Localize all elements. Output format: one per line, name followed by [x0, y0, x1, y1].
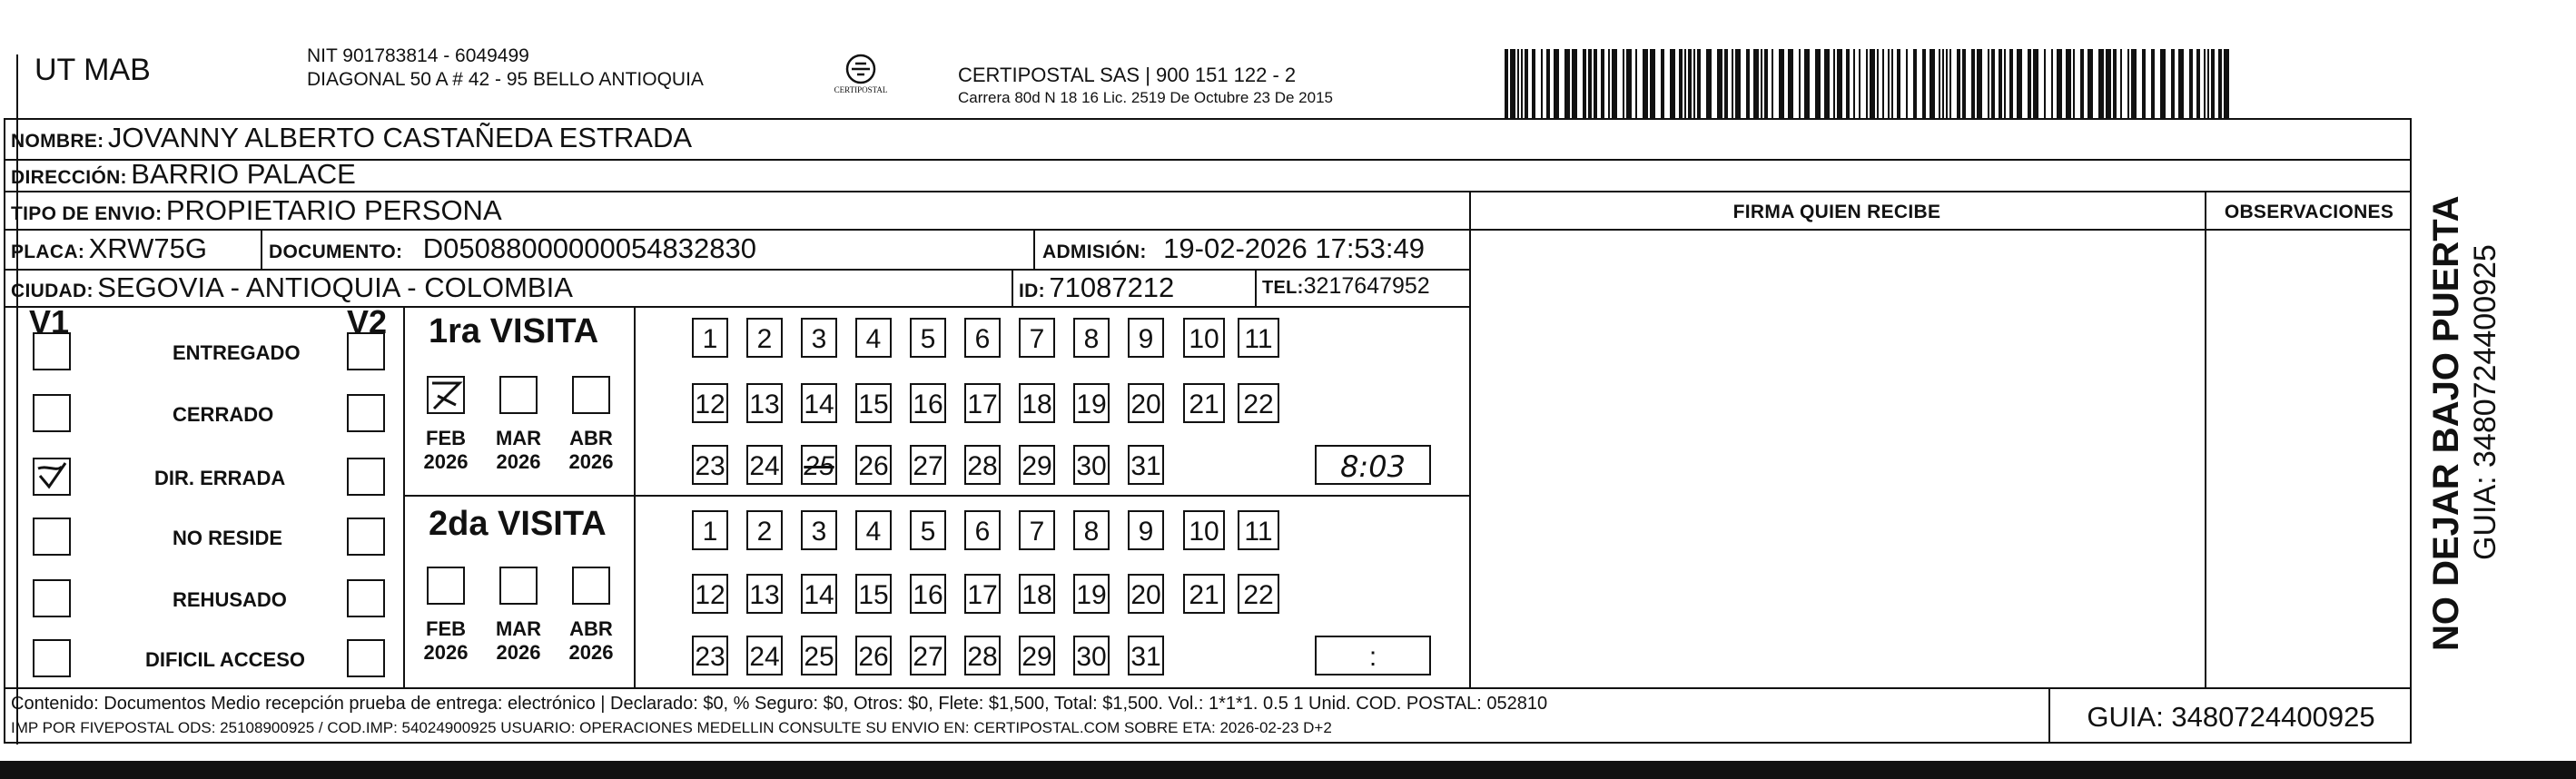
day-box[interactable]: [1073, 318, 1110, 358]
month-checkbox[interactable]: [572, 567, 610, 605]
plate-value: XRW75G: [88, 232, 207, 264]
city-label: CIUDAD:: [11, 281, 94, 301]
day-number: 12: [695, 580, 725, 610]
guia-box: GUIA: 3480724400925: [2087, 701, 2375, 733]
v1-checkbox[interactable]: [33, 394, 71, 432]
day-box[interactable]: [1019, 445, 1055, 485]
day-number: 7: [1029, 324, 1045, 354]
day-box[interactable]: [910, 574, 946, 614]
status-label: DIR. ERRADA: [154, 467, 286, 489]
day-number: 20: [1130, 390, 1161, 419]
day-box[interactable]: [1128, 318, 1164, 358]
v1-label: V1: [29, 303, 70, 340]
address-line: DIAGONAL 50 A # 42 - 95 BELLO ANTIOQUIA: [307, 69, 704, 90]
day-number: 17: [967, 390, 998, 419]
day-box[interactable]: [855, 445, 892, 485]
nit-line: NIT 901783814 - 6049499: [307, 45, 529, 66]
day-number: 3: [811, 517, 827, 547]
day-number: 29: [1022, 451, 1052, 481]
v1-checkbox[interactable]: [33, 639, 71, 677]
day-box[interactable]: [910, 383, 946, 423]
name-label: NOMBRE:: [11, 131, 104, 152]
v2-checkbox[interactable]: [347, 394, 385, 432]
day-number: 13: [749, 580, 780, 610]
day-number: 1: [702, 324, 718, 354]
id-label: ID:: [1019, 281, 1045, 301]
month-year: 2026: [568, 641, 614, 664]
day-number: 15: [858, 390, 889, 419]
tel-cell: [1262, 273, 1430, 300]
v2-checkbox[interactable]: [347, 332, 385, 370]
day-number: 31: [1130, 451, 1161, 481]
v2-label: V2: [347, 303, 388, 340]
day-box[interactable]: [746, 318, 783, 358]
month-label: FEB: [426, 427, 466, 449]
day-box[interactable]: [1238, 318, 1279, 358]
day-box[interactable]: [855, 318, 892, 358]
day-number: 26: [858, 451, 889, 481]
day-box[interactable]: [855, 510, 892, 550]
document-label: DOCUMENTO:: [269, 242, 403, 262]
day-number: 17: [967, 580, 998, 610]
day-number: 1: [702, 517, 718, 547]
day-box[interactable]: [1238, 383, 1279, 423]
day-box[interactable]: [692, 574, 728, 614]
day-number: 31: [1130, 642, 1161, 672]
month-label: ABR: [569, 427, 613, 449]
day-number: 11: [1244, 517, 1273, 547]
day-number: 16: [913, 580, 943, 610]
day-box[interactable]: [910, 318, 946, 358]
day-box[interactable]: [1183, 383, 1225, 423]
day-number: 15: [858, 580, 889, 610]
day-box[interactable]: [1019, 318, 1055, 358]
time-box[interactable]: [1315, 636, 1431, 675]
document-cell: [269, 232, 756, 265]
v2-checkbox[interactable]: [347, 579, 385, 617]
status-label: ENTREGADO: [173, 341, 301, 364]
day-box[interactable]: [801, 445, 837, 485]
day-box[interactable]: [1128, 574, 1164, 614]
day-box[interactable]: [964, 318, 1001, 358]
day-box[interactable]: [910, 510, 946, 550]
month-year: 2026: [423, 450, 469, 473]
month-checkbox[interactable]: [427, 376, 465, 414]
day-box[interactable]: [746, 636, 783, 675]
address-label: DIRECCIÓN:: [11, 167, 127, 188]
day-number: 23: [695, 451, 725, 481]
day-box[interactable]: [1073, 636, 1110, 675]
type-label: TIPO DE ENVIO:: [11, 203, 163, 224]
day-number: 5: [920, 324, 936, 354]
day-number: 28: [967, 451, 998, 481]
v2-checkbox[interactable]: [347, 639, 385, 677]
day-number: 11: [1244, 324, 1273, 354]
company-code: UT MAB: [35, 53, 151, 87]
check-mark-icon: [35, 459, 69, 494]
month-year: 2026: [568, 450, 614, 473]
time-value: 8:03: [1340, 449, 1406, 484]
first-visit-label: 1ra VISITA: [429, 312, 599, 350]
day-number: 8: [1083, 517, 1100, 547]
day-number: 19: [1076, 390, 1107, 419]
day-number: 5: [920, 517, 936, 547]
v2-checkbox[interactable]: [347, 518, 385, 556]
day-box[interactable]: [1183, 574, 1225, 614]
barcode: [1503, 49, 2229, 118]
day-box[interactable]: [1128, 510, 1164, 550]
day-number: 2: [756, 324, 773, 354]
day-number: 29: [1022, 642, 1052, 672]
day-number: 3: [811, 324, 827, 354]
plate-cell: [11, 232, 207, 265]
observaciones-label: OBSERVACIONES: [2224, 202, 2394, 222]
tel-value: 3217647952: [1303, 273, 1430, 299]
day-box[interactable]: [692, 510, 728, 550]
day-box[interactable]: [964, 510, 1001, 550]
day-number: 21: [1189, 580, 1219, 610]
day-box[interactable]: [1073, 383, 1110, 423]
day-box[interactable]: [746, 510, 783, 550]
day-number: 2: [756, 517, 773, 547]
day-number: 9: [1138, 324, 1154, 354]
admission-cell: [1042, 232, 1425, 265]
certipostal-logo-icon: [834, 49, 888, 104]
day-box[interactable]: [801, 383, 837, 423]
status-label: REHUSADO: [173, 588, 287, 611]
recipient-name: JOVANNY ALBERTO CASTAÑEDA ESTRADA: [107, 122, 693, 153]
day-box[interactable]: [1183, 510, 1225, 550]
day-number: 24: [749, 451, 780, 481]
day-number: 18: [1022, 390, 1052, 419]
day-box[interactable]: [1238, 510, 1279, 550]
logo-caption: CERTIPOSTAL: [834, 85, 888, 94]
month-checkbox[interactable]: [499, 567, 538, 605]
print-line: IMP POR FIVEPOSTAL ODS: 25108900925 / COD.IMP: 54024900925 USUARIO: OPERACIONES MEDELLIN CONSULTE SU ENVIO EN: CERTIPOSTAL.COM SOBRE ETA: 2026-02-23 D+2: [11, 719, 1332, 736]
day-box[interactable]: [1128, 636, 1164, 675]
carrier-name: CERTIPOSTAL SAS | 900 151 122 - 2: [958, 64, 1297, 86]
day-box[interactable]: [801, 318, 837, 358]
day-number: 28: [967, 642, 998, 672]
status-label: NO RESIDE: [173, 527, 283, 549]
status-label: DIFICIL ACCESO: [145, 648, 306, 671]
id-value: 71087212: [1049, 271, 1175, 303]
day-number: 18: [1022, 580, 1052, 610]
day-box[interactable]: [1019, 574, 1055, 614]
type-row: [11, 194, 502, 227]
day-number: 30: [1076, 451, 1107, 481]
barcode-graphic: [1503, 49, 2229, 118]
day-number: 10: [1189, 324, 1219, 354]
day-box[interactable]: [964, 636, 1001, 675]
day-box[interactable]: [692, 383, 728, 423]
certipostal-logo: [834, 49, 888, 104]
day-box[interactable]: [1128, 383, 1164, 423]
day-box[interactable]: [1073, 574, 1110, 614]
month-label: ABR: [569, 617, 613, 640]
month-label: MAR: [495, 427, 542, 449]
day-number: 13: [749, 390, 780, 419]
day-number: 6: [974, 517, 991, 547]
time-value: :: [1368, 642, 1377, 672]
day-box[interactable]: [1019, 510, 1055, 550]
day-number: 4: [865, 517, 882, 547]
day-box[interactable]: [855, 383, 892, 423]
day-box[interactable]: [855, 574, 892, 614]
day-number: 12: [695, 390, 725, 419]
day-box[interactable]: [746, 574, 783, 614]
day-box[interactable]: [801, 574, 837, 614]
month-checkbox[interactable]: [427, 567, 465, 605]
day-number: 19: [1076, 580, 1107, 610]
month-label: FEB: [426, 617, 466, 640]
month-label: MAR: [495, 617, 542, 640]
day-number: 4: [865, 324, 882, 354]
month-checkbox[interactable]: [572, 376, 610, 414]
day-box[interactable]: [964, 574, 1001, 614]
month-year: 2026: [423, 641, 469, 664]
day-number: 9: [1138, 517, 1154, 547]
day-box[interactable]: [1183, 318, 1225, 358]
day-box[interactable]: [692, 445, 728, 485]
month-year: 2026: [496, 450, 541, 473]
day-number: 24: [749, 642, 780, 672]
v2-checkbox[interactable]: [347, 458, 385, 496]
day-box[interactable]: [746, 383, 783, 423]
bottom-edge: [0, 761, 2576, 779]
day-number: 14: [804, 580, 834, 610]
city-value: SEGOVIA - ANTIOQUIA - COLOMBIA: [97, 271, 573, 303]
day-number: 16: [913, 390, 943, 419]
time-box[interactable]: [1315, 445, 1431, 485]
side-guia: GUIA: 3480724400925: [2468, 244, 2502, 560]
shipment-type: PROPIETARIO PERSONA: [165, 194, 502, 226]
v1-checkbox[interactable]: [33, 518, 71, 556]
day-number: 20: [1130, 580, 1161, 610]
day-number: 10: [1189, 517, 1219, 547]
recipient-address: BARRIO PALACE: [131, 158, 356, 190]
day-number: 7: [1029, 517, 1045, 547]
plate-label: PLACA:: [11, 242, 85, 262]
day-box[interactable]: [692, 318, 728, 358]
day-number: 26: [858, 642, 889, 672]
side-warning: NO DEJAR BAJO PUERTA: [2426, 195, 2466, 651]
second-visit-label: 2da VISITA: [429, 505, 607, 543]
admission-value: 19-02-2026 17:53:49: [1163, 232, 1426, 264]
day-box[interactable]: [1128, 445, 1164, 485]
document-value: D05088000000054832830: [422, 232, 756, 264]
day-box[interactable]: [746, 445, 783, 485]
day-box[interactable]: [964, 445, 1001, 485]
day-number: 27: [913, 451, 943, 481]
day-number: 22: [1243, 580, 1274, 610]
v1-checkbox[interactable]: [33, 579, 71, 617]
v1-checkbox[interactable]: [33, 332, 71, 370]
contents-line: Contenido: Documentos Medio recepción prueba de entrega: electrónico | Declarado: $0, % Seguro: $0, Otros: $0, Flete: $1,500, Total: $1,500. Vol.: 1*1*1. 0.5 1 Unid. COD. POSTAL: 052810: [11, 694, 1548, 714]
day-number: 25: [804, 642, 834, 672]
day-box[interactable]: [910, 445, 946, 485]
day-number: 6: [974, 324, 991, 354]
tel-label: TEL:: [1262, 278, 1304, 298]
day-box[interactable]: [910, 636, 946, 675]
day-number: 22: [1243, 390, 1274, 419]
carrier-license: Carrera 80d N 18 16 Lic. 2519 De Octubre 23 De 2015: [958, 89, 1333, 106]
city-cell: [11, 271, 573, 304]
id-cell: [1019, 271, 1174, 304]
day-number: 27: [913, 642, 943, 672]
day-number: 25: [804, 451, 834, 481]
check-mark-icon: [429, 378, 463, 412]
day-box[interactable]: [692, 636, 728, 675]
month-checkbox[interactable]: [499, 376, 538, 414]
day-box[interactable]: [801, 636, 837, 675]
day-number: 21: [1189, 390, 1219, 419]
day-box[interactable]: [855, 636, 892, 675]
day-box[interactable]: [1019, 383, 1055, 423]
day-box[interactable]: [1073, 445, 1110, 485]
day-box[interactable]: [964, 383, 1001, 423]
day-number: 23: [695, 642, 725, 672]
day-number: 8: [1083, 324, 1100, 354]
day-box[interactable]: [1073, 510, 1110, 550]
name-row: [11, 122, 692, 154]
day-number: 14: [804, 390, 834, 419]
status-label: CERRADO: [173, 403, 274, 426]
day-number: 30: [1076, 642, 1107, 672]
v1-checkbox[interactable]: [33, 458, 71, 496]
day-box[interactable]: [801, 510, 837, 550]
address-row: [11, 158, 356, 191]
admission-label: ADMISIÓN:: [1042, 242, 1147, 262]
day-box[interactable]: [1238, 574, 1279, 614]
day-box[interactable]: [1019, 636, 1055, 675]
firma-label: FIRMA QUIEN RECIBE: [1732, 202, 1941, 222]
month-year: 2026: [496, 641, 541, 664]
